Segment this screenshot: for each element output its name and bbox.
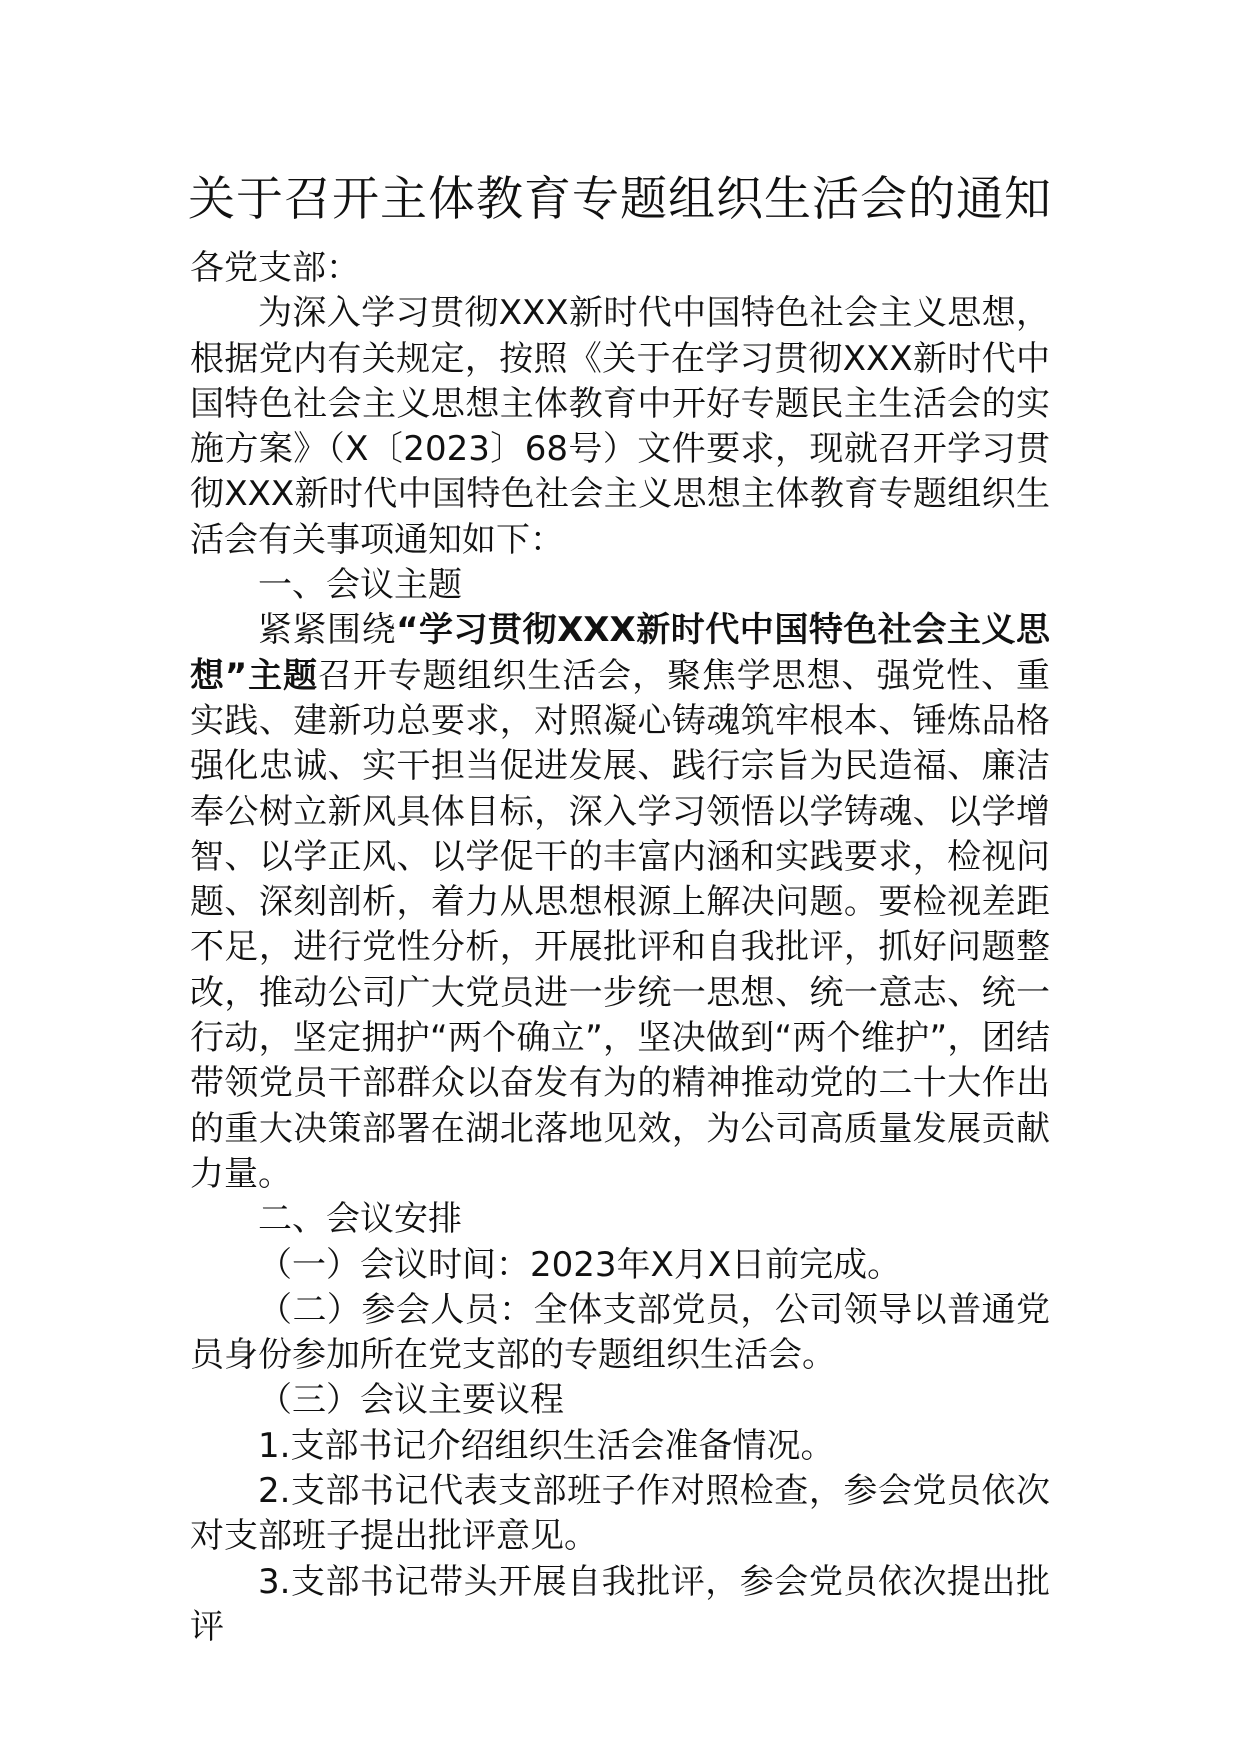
- salutation: 各党支部：: [190, 248, 360, 288]
- theme-lead-text: 紧紧围绕: [258, 610, 397, 651]
- agenda-item: 2.支部书记代表支部班子作对照检查，参会党员依次对支部班子提出批评意见。: [190, 1471, 1050, 1557]
- document-body: [190, 246, 1050, 1650]
- section-heading-arrangement: 二、会议安排: [258, 1199, 462, 1240]
- agenda-item: 1.支部书记介绍组织生活会准备情况。: [258, 1425, 835, 1466]
- attendees-item: （二）参会人员：全体支部党员，公司领导以普通党员身份参加所在党支部的专题组织生活会。: [190, 1289, 1050, 1376]
- agenda-heading: （三）会议主要议程: [258, 1380, 564, 1421]
- section-heading-theme: 一、会议主题: [258, 565, 462, 606]
- agenda-item: 3.支部书记带头开展自我批评，参会党员依次提出批评: [190, 1561, 1050, 1647]
- document-title: 关于召开主体教育专题组织生活会的通知: [188, 172, 1052, 227]
- meeting-time-item: （一）会议时间：2023年X月X日前完成。: [258, 1244, 902, 1285]
- theme-paragraph: [190, 608, 1050, 1197]
- theme-rest-text: 召开专题组织生活会，聚焦学思想、强党性、重实践、建新功总要求，对照凝心铸魂筑牢根本、锤炼品格强化忠诚、实干担当促进发展、践行宗旨为民造福、廉洁奉公树立新风具体目标，深入学习领悟以学铸魂、以学增智、以学正风、以学促干的丰富内涵和实践要求，检视问题、深刻剖析，着力从思想根源上解决问题。要检视差距不足，进行党性分析，开展批评和自我批评，抓好问题整改，推动公司广大党员进一步统一思想、统一意志、统一行动，坚定拥护“两个确立”，坚决做到“两个维护”，团结带领党员干部群众以奋发有为的精神推动党的二十大作出的重大决策部署在湖北落地见效，为公司高质量发展贡献力量。: [190, 655, 1050, 1194]
- intro-paragraph: 为深入学习贯彻XXX新时代中国特色社会主义思想，根据党内有关规定，按照《关于在学习贯彻XXX新时代中国特色社会主义思想主体教育中开好专题民主生活会的实施方案》（X〔2023〕68号）文件要求，现就召开学习贯彻XXX新时代中国特色社会主义思想主体教育专题组织生活会有关事项通知如下：: [190, 293, 1050, 560]
- theme-bold-text: “学习贯彻XXX新时代中国特色社会主义思想”主题: [190, 610, 1051, 696]
